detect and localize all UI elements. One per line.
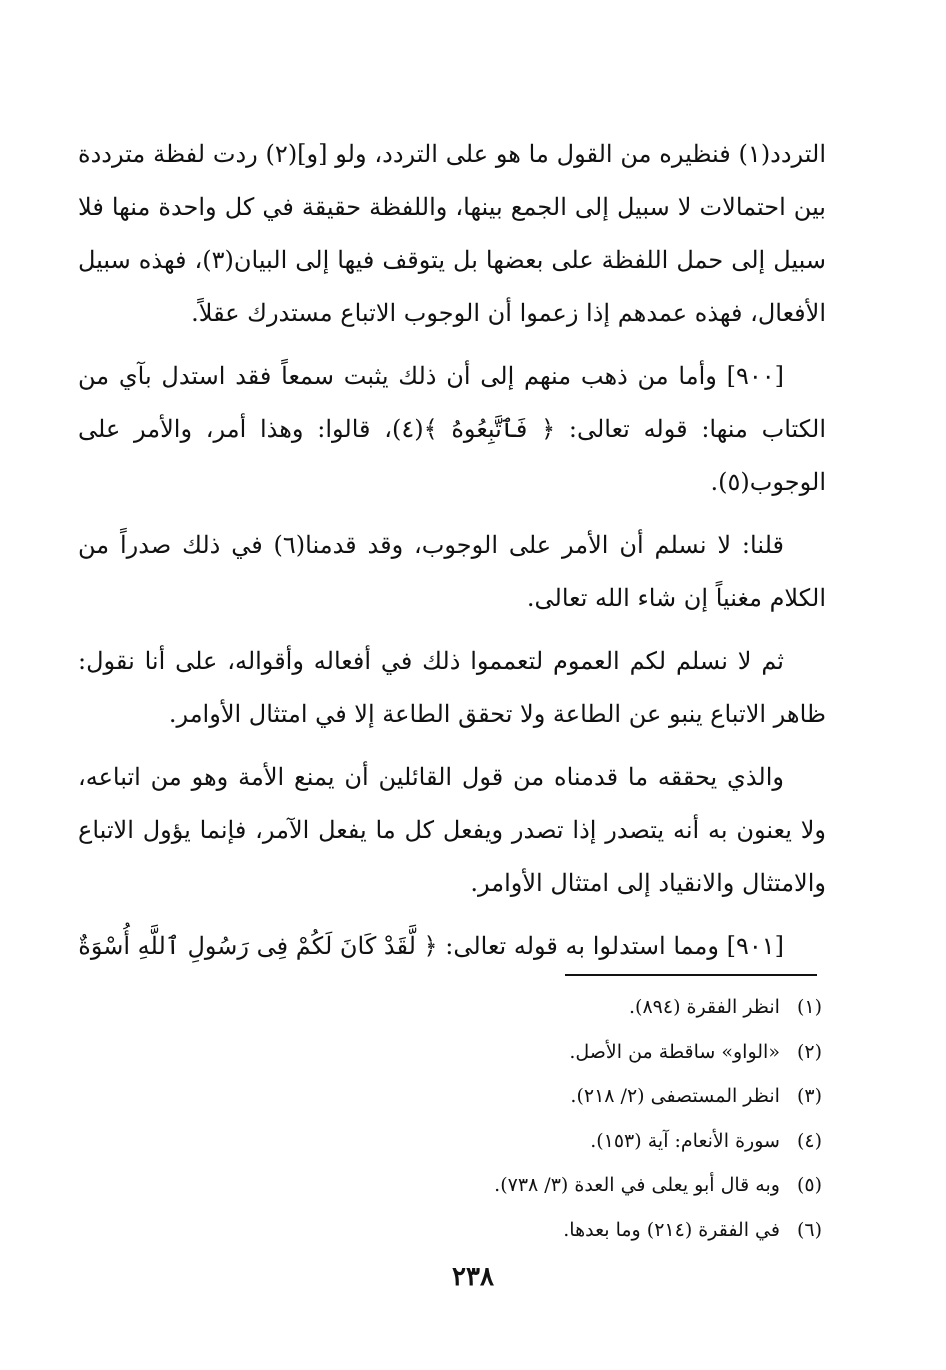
paragraph-reply: قلنا: لا نسلم أن الأمر على الوجوب، وقد قدمنا(٦) في ذلك صدراً من الكلام مغنياً إن شاء الله تعالى. <box>78 531 826 612</box>
footnote-text: سورة الأنعام: آية (١٥٣). <box>590 1129 780 1152</box>
paragraph-generality: ثم لا نسلم لكم العموم لتعمموا ذلك في أفعاله وأقواله، على أنا نقول: ظاهر الاتباع ينبو عن الطاعة ولا تحقق الطاعة إلا في امتثال الأوامر. <box>78 647 826 728</box>
footnote-number: (٦) <box>796 1218 822 1241</box>
footnote-4 <box>222 1119 822 1164</box>
footnote-1 <box>222 985 822 1030</box>
paragraph-1: التردد(١) فنظيره من القول ما هو على التردد، ولو [و](٢) ردت لفظة مترددة بين احتمالات لا سبيل إلى الجمع بينها، واللفظة حقيقة في كل واحدة منها فلا سبيل إلى حمل اللفظة على بعضها بل يتوقف فيها إلى البيان(٣)، فهذه سبيل الأفعال، فهذه عمدهم إذا زعموا أن الوجوب الاتباع مستدرك عقلاً. <box>78 140 827 327</box>
footnote-number: (٥) <box>796 1174 822 1196</box>
footnote-separator <box>565 974 817 976</box>
footnote-text: انظر الفقرة (٨٩٤). <box>629 996 780 1018</box>
footnote-number: (٣) <box>796 1085 822 1107</box>
main-text <box>78 128 826 983</box>
footnote-number: (١) <box>796 996 822 1018</box>
paragraph-900: [٩٠٠] وأما من ذهب منهم إلى أن ذلك يثبت سمعاً فقد استدل بآي من الكتاب منها: قوله تعالى: ﴿ فَٱتَّبِعُوهُ ﴾(٤)، قالوا: وهذا أمر، والأمر على الوجوب(٥). <box>78 362 826 496</box>
footnotes <box>222 985 822 1252</box>
footnote-2 <box>222 1030 822 1075</box>
footnote-6 <box>222 1208 822 1253</box>
footnote-text: «الواو» ساقطة من الأصل. <box>569 1040 780 1063</box>
footnote-number: (٤) <box>796 1129 822 1152</box>
footnote-text: في الفقرة (٢١٤) وما بعدها. <box>563 1218 780 1241</box>
footnote-number: (٢) <box>796 1040 822 1063</box>
footnote-text: وبه قال أبو يعلى في العدة (٣/ ٧٣٨). <box>494 1174 780 1196</box>
footnote-3 <box>222 1074 822 1119</box>
paragraph-901: [٩٠١] ومما استدلوا به قوله تعالى: ﴿ لَّقَدْ كَانَ لَكُمْ فِى رَسُولِ ٱللَّهِ أُسْوَةٌ <box>78 932 784 960</box>
paragraph-clarification: والذي يحققه ما قدمناه من قول القائلين أن يمنع الأمة وهو من اتباعه، ولا يعنون به أنه يتصدر إذا تصدر ويفعل كل ما يفعل الآمر، فإنما يؤول الاتباع والامتثال والانقياد إلى امتثال الأوامر. <box>78 763 826 897</box>
footnote-text: انظر المستصفى (٢/ ٢١٨). <box>570 1085 780 1107</box>
page-number: ٢٣٨ <box>452 1262 494 1292</box>
footnote-5 <box>222 1163 822 1208</box>
